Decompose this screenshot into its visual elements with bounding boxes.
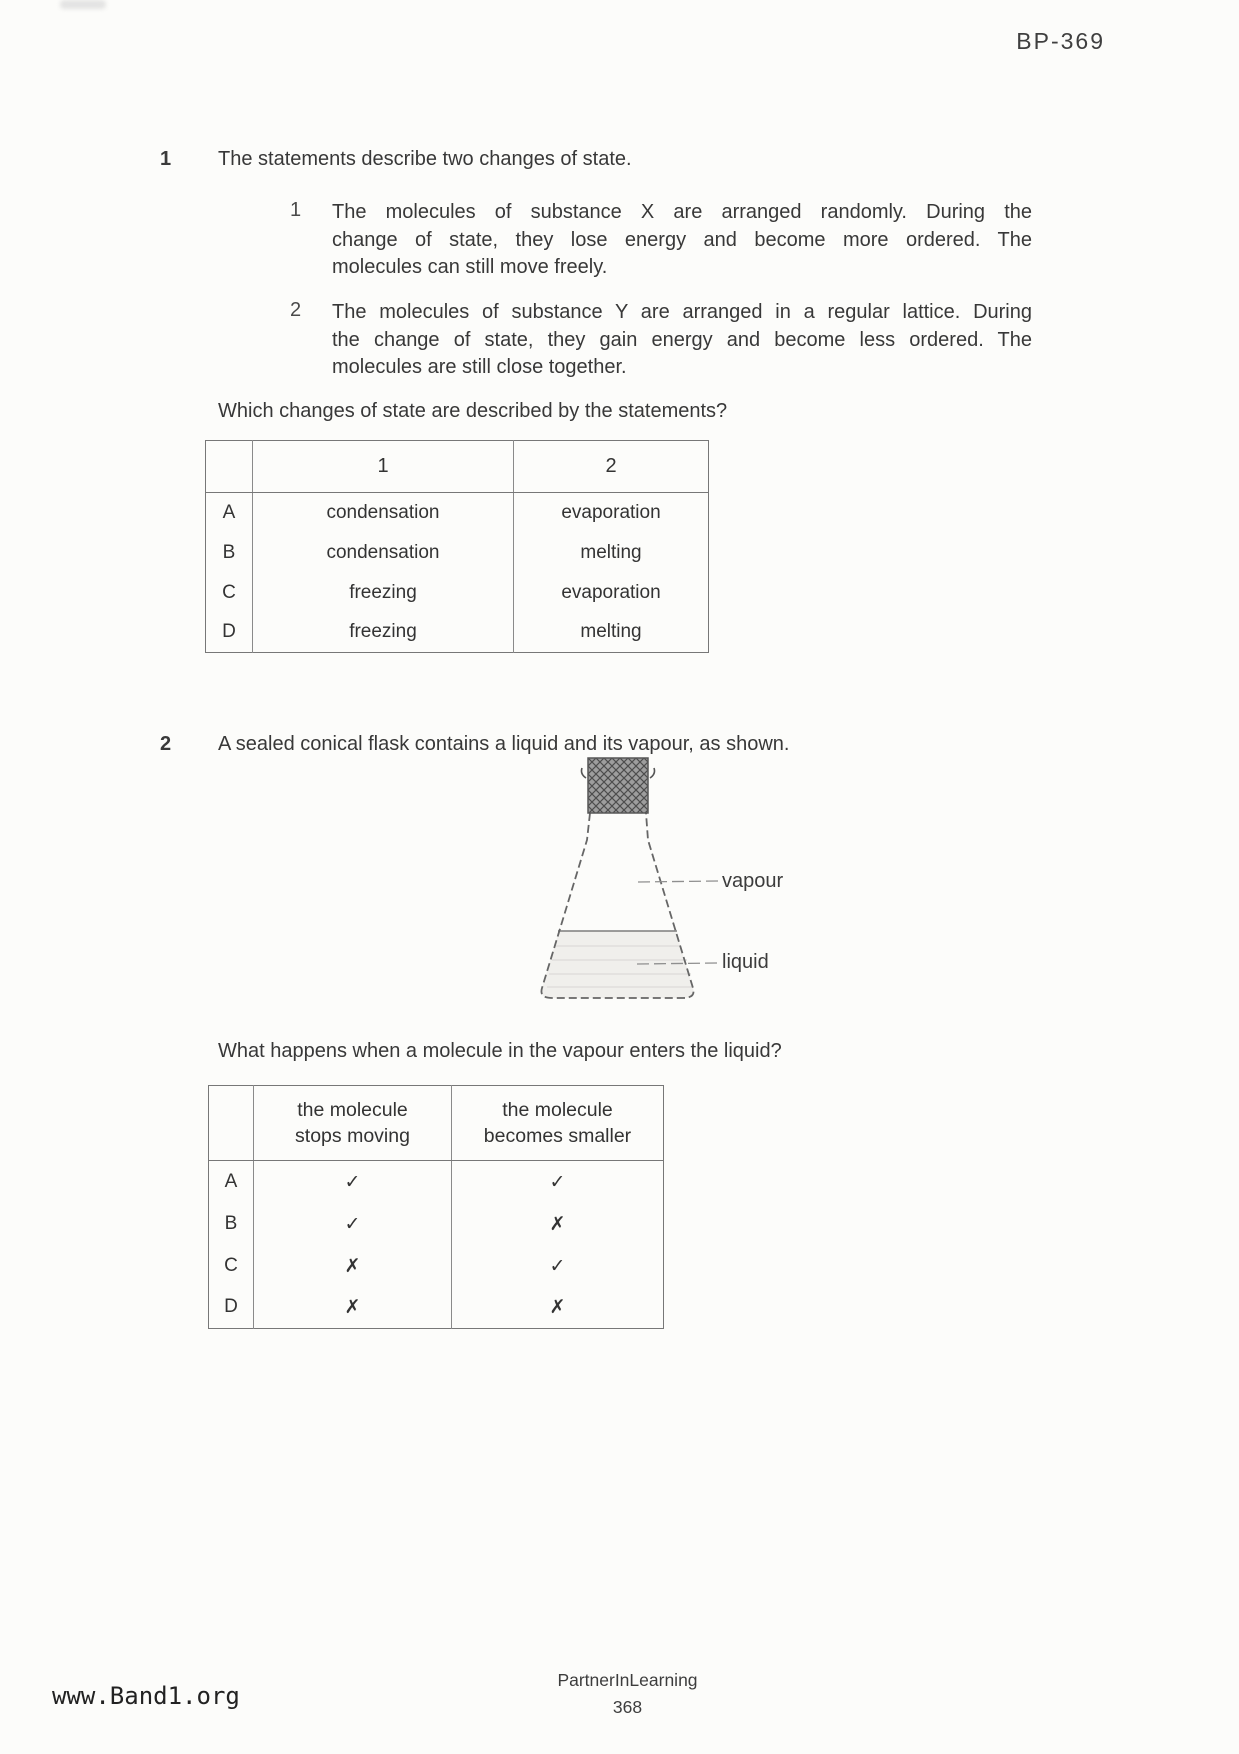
question-1-number: 1 xyxy=(160,148,172,170)
statement-1-line: molecules can still move freely. xyxy=(332,256,608,278)
option-letter: D xyxy=(222,621,236,643)
option-letter: A xyxy=(224,1170,238,1192)
statement-2-text xyxy=(332,299,1032,382)
answer-cell: freezing xyxy=(253,573,514,613)
statement-1 xyxy=(290,199,1070,282)
question-1-intro: The statements describe two changes of state. xyxy=(218,148,632,170)
question-2-intro: A sealed conical flask contains a liquid and its vapour, as shown. xyxy=(218,733,790,755)
option-letter: C xyxy=(222,581,236,603)
statement-2-line: The molecules of substance Y are arranged in a regular lattice. During xyxy=(332,301,1032,323)
table-header-row xyxy=(209,1086,664,1161)
neck-rim-right xyxy=(650,768,655,778)
answer-mark: ✓ xyxy=(452,1161,664,1203)
site-watermark: www.Band1.org xyxy=(52,1682,240,1710)
statement-2-number: 2 xyxy=(290,299,302,321)
corner-cell xyxy=(209,1086,254,1161)
option-letter: B xyxy=(224,1212,238,1234)
answer-cell: condensation xyxy=(253,533,514,573)
scan-smudge xyxy=(60,0,106,9)
statement-1-text xyxy=(332,199,1032,282)
table-row xyxy=(209,1161,664,1203)
table-row xyxy=(209,1203,664,1245)
corner-cell xyxy=(206,441,253,493)
answer-mark: ✓ xyxy=(254,1203,452,1245)
answer-mark: ✗ xyxy=(452,1203,664,1245)
answer-cell: condensation xyxy=(253,493,514,533)
col-header-stops-moving xyxy=(254,1086,452,1161)
answer-mark: ✗ xyxy=(254,1245,452,1287)
option-letter: A xyxy=(222,501,236,523)
table-row xyxy=(206,493,709,533)
liquid-region xyxy=(541,931,693,998)
footer-page-number: 368 xyxy=(612,1697,643,1717)
answer-cell: evaporation xyxy=(514,493,709,533)
question-1-prompt: Which changes of state are described by the statements? xyxy=(218,400,728,422)
question-2-prompt: What happens when a molecule in the vapour enters the liquid? xyxy=(218,1040,782,1062)
answer-mark: ✓ xyxy=(254,1161,452,1203)
statement-1-number: 1 xyxy=(290,199,302,221)
statement-1-line: The molecules of substance X are arranged randomly. During the xyxy=(332,201,1032,223)
table-row xyxy=(209,1287,664,1329)
answer-cell: melting xyxy=(514,533,709,573)
table-row xyxy=(206,613,709,653)
statement-2-line: molecules are still close together. xyxy=(332,356,627,378)
statement-1-line: change of state, they lose energy and become more ordered. The xyxy=(332,228,1032,251)
vapour-label: vapour xyxy=(722,870,784,892)
answer-mark: ✗ xyxy=(452,1287,664,1329)
vapour-leader-line xyxy=(638,881,718,882)
statement-2 xyxy=(290,299,1070,382)
table-header-row xyxy=(206,441,709,493)
answer-cell: evaporation xyxy=(514,573,709,613)
table-row xyxy=(209,1245,664,1287)
col-header-becomes-smaller xyxy=(452,1086,664,1161)
answer-mark: ✗ xyxy=(254,1287,452,1329)
col-header-1: 1 xyxy=(253,441,514,493)
answer-cell: freezing xyxy=(253,613,514,653)
header-line: the molecule xyxy=(297,1099,408,1121)
table-row xyxy=(206,533,709,573)
header-line: stops moving xyxy=(295,1125,410,1147)
statement-2-line: the change of state, they gain energy and become less ordered. The xyxy=(332,328,1032,351)
neck-rim-left xyxy=(582,768,587,778)
option-letter: D xyxy=(224,1296,238,1318)
option-letter: C xyxy=(224,1254,238,1276)
stopper xyxy=(588,758,648,813)
answer-cell: melting xyxy=(514,613,709,653)
liquid-label: liquid xyxy=(722,951,769,973)
header-line: becomes smaller xyxy=(483,1125,632,1147)
footer-brand: PartnerInLearning xyxy=(557,1670,698,1690)
paper-code: BP-369 xyxy=(1016,28,1105,54)
answer-mark: ✓ xyxy=(452,1245,664,1287)
option-letter: B xyxy=(222,541,236,563)
q2-answer-table xyxy=(208,1085,664,1329)
col-header-2: 2 xyxy=(514,441,709,493)
question-2-number: 2 xyxy=(160,733,172,755)
table-row xyxy=(206,573,709,613)
q1-answer-table xyxy=(205,440,709,653)
header-line: the molecule xyxy=(502,1099,613,1121)
